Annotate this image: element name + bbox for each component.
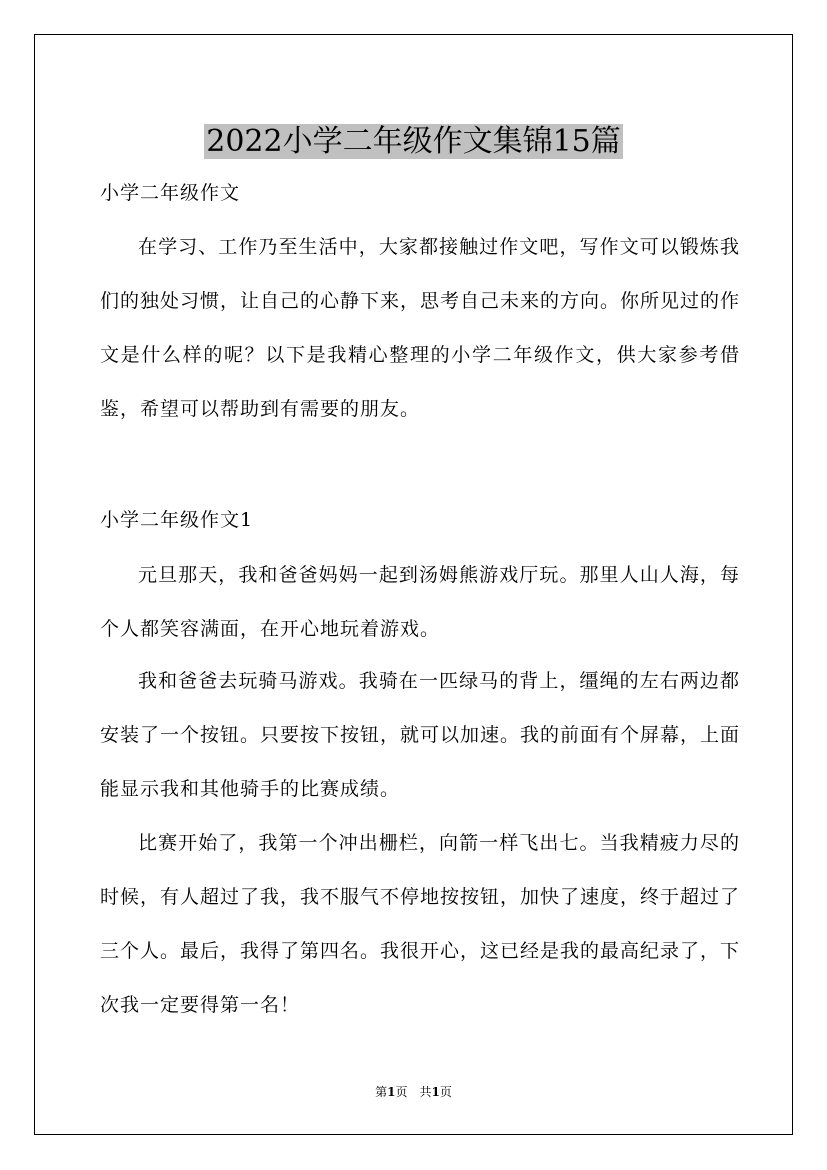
page-label-prefix: 第 bbox=[375, 1085, 388, 1099]
essay1-paragraph-1: 元旦那天，我和爸爸妈妈一起到汤姆熊游戏厅玩。那里人山人海，每个人都笑容满面，在开心地玩着游戏。 bbox=[100, 564, 740, 640]
document-title-text: 2022小学二年级作文集锦15篇 bbox=[206, 124, 621, 160]
essay1-heading: 小学二年级作文1 bbox=[100, 509, 254, 531]
essay1-paragraph-2: 我和爸爸去玩骑马游戏。我骑在一匹绿马的背上，缰绳的左右两边都安装了一个按钮。只要按下按钮，就可以加速。我的前面有个屏幕，上面能显示我和其他骑手的比赛成绩。 bbox=[100, 670, 741, 800]
total-label-prefix: 共 bbox=[419, 1085, 432, 1099]
total-pages: 1 bbox=[431, 1085, 440, 1099]
intro-paragraph: 在学习、工作乃至生活中，大家都接触过作文吧，写作文可以锻炼我们的独处习惯，让自己的心静下来，思考自己未来的方向。你所见过的作文是什么样的呢？以下是我精心整理的小学二年级作文，供大家参考借鉴，希望可以帮助到有需要的朋友。 bbox=[100, 236, 741, 420]
total-label-suffix: 页 bbox=[439, 1085, 452, 1099]
essay1-paragraph-3: 比赛开始了，我第一个冲出栅栏，向箭一样飞出七。当我精疲力尽的时候，有人超过了我，我不服气不停地按按钮，加快了速度，终于超过了三个人。最后，我得了第四名。我很开心，这已经是我的最高纪录了，下次我一定要得第一名！ bbox=[100, 832, 741, 1016]
document-title bbox=[0, 122, 827, 162]
page-label-suffix: 页 bbox=[395, 1085, 408, 1099]
page-number: 1 bbox=[387, 1085, 396, 1099]
intro-heading: 小学二年级作文 bbox=[100, 182, 241, 204]
page-footer bbox=[0, 1084, 827, 1100]
